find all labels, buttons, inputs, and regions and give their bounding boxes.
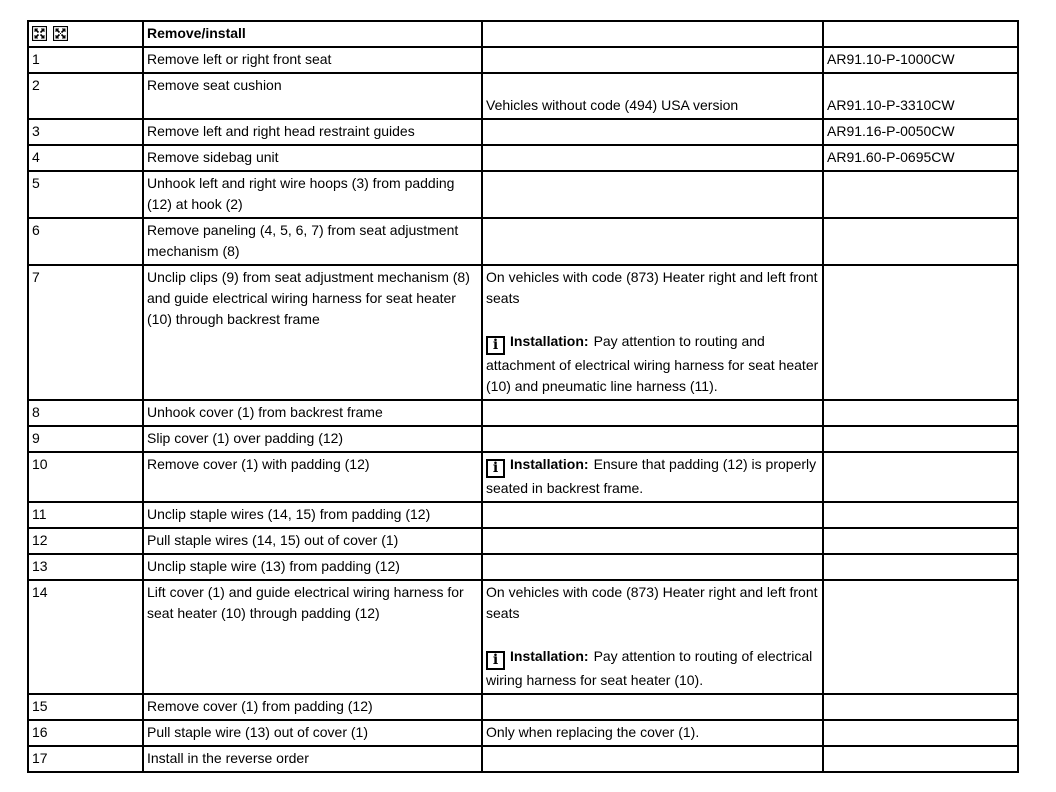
step-number: 13 xyxy=(28,554,143,580)
step-number: 12 xyxy=(28,528,143,554)
step-number: 7 xyxy=(28,265,143,400)
step-text: Remove left or right front seat xyxy=(143,47,482,73)
header-icons-cell xyxy=(28,21,143,47)
step-text: Unclip staple wires (14, 15) from padding (12) xyxy=(143,502,482,528)
step-text: Unhook cover (1) from backrest frame xyxy=(143,400,482,426)
step-note xyxy=(482,171,823,218)
step-text: Lift cover (1) and guide electrical wiring harness for seat heater (10) through padding (12) xyxy=(143,580,482,694)
installation-label: Installation: xyxy=(510,456,589,472)
step-text: Pull staple wire (13) out of cover (1) xyxy=(143,720,482,746)
step-number: 15 xyxy=(28,694,143,720)
step-note xyxy=(482,400,823,426)
installation-note xyxy=(486,454,820,499)
table-row xyxy=(28,694,1018,720)
step-note: Only when replacing the cover (1). xyxy=(482,720,823,746)
procedure-table xyxy=(27,20,1019,773)
table-row xyxy=(28,73,1018,119)
step-ref xyxy=(823,746,1018,772)
step-note xyxy=(482,73,823,119)
step-text: Remove cover (1) from padding (12) xyxy=(143,694,482,720)
step-ref xyxy=(823,502,1018,528)
table-row xyxy=(28,265,1018,400)
note-text: On vehicles with code (873) Heater right and left front seats xyxy=(486,269,818,306)
table-row xyxy=(28,171,1018,218)
table-row xyxy=(28,720,1018,746)
table-row xyxy=(28,554,1018,580)
step-note xyxy=(482,145,823,171)
note-text: On vehicles with code (873) Heater right and left front seats xyxy=(486,584,818,621)
step-text: Pull staple wires (14, 15) out of cover (1) xyxy=(143,528,482,554)
step-ref[interactable] xyxy=(823,119,1018,145)
step-number: 10 xyxy=(28,452,143,502)
info-icon: i xyxy=(486,651,505,670)
step-number: 11 xyxy=(28,502,143,528)
step-ref xyxy=(823,720,1018,746)
procedure-body xyxy=(28,21,1018,772)
reference-link[interactable]: AR91.60-P-0695CW xyxy=(827,149,955,165)
step-text: Unclip staple wire (13) from padding (12) xyxy=(143,554,482,580)
step-note xyxy=(482,528,823,554)
table-row xyxy=(28,426,1018,452)
header-title: Remove/install xyxy=(143,21,482,47)
step-number: 5 xyxy=(28,171,143,218)
step-number: 14 xyxy=(28,580,143,694)
installation-text: Pay attention to routing of electrical wiring harness for seat heater (10). xyxy=(486,648,813,688)
table-row xyxy=(28,580,1018,694)
step-text: Remove left and right head restraint guides xyxy=(143,119,482,145)
table-row xyxy=(28,145,1018,171)
installation-note xyxy=(486,646,820,691)
info-icon: i xyxy=(486,336,505,355)
step-note xyxy=(482,452,823,502)
step-note xyxy=(482,218,823,265)
step-ref xyxy=(823,400,1018,426)
table-row xyxy=(28,400,1018,426)
step-note xyxy=(482,580,823,694)
step-text: Remove seat cushion xyxy=(143,73,482,119)
table-row xyxy=(28,502,1018,528)
reference-link[interactable]: AR91.10-P-3310CW xyxy=(827,97,955,113)
step-ref xyxy=(823,452,1018,502)
note-text: Vehicles without code (494) USA version xyxy=(486,97,739,113)
step-ref[interactable] xyxy=(823,47,1018,73)
step-text: Remove sidebag unit xyxy=(143,145,482,171)
table-row xyxy=(28,452,1018,502)
step-number: 8 xyxy=(28,400,143,426)
installation-text: Ensure that padding (12) is properly seated in backrest frame. xyxy=(486,456,817,496)
table-row xyxy=(28,47,1018,73)
step-ref xyxy=(823,171,1018,218)
step-note xyxy=(482,746,823,772)
installation-label: Installation: xyxy=(510,648,589,664)
step-note xyxy=(482,119,823,145)
step-text: Install in the reverse order xyxy=(143,746,482,772)
step-ref[interactable] xyxy=(823,145,1018,171)
step-note xyxy=(482,502,823,528)
reference-link[interactable]: AR91.10-P-1000CW xyxy=(827,51,955,67)
reference-link[interactable]: AR91.16-P-0050CW xyxy=(827,123,955,139)
info-icon: i xyxy=(486,459,505,478)
step-ref xyxy=(823,265,1018,400)
step-text: Remove cover (1) with padding (12) xyxy=(143,452,482,502)
step-note xyxy=(482,265,823,400)
step-note xyxy=(482,694,823,720)
step-number: 16 xyxy=(28,720,143,746)
step-note xyxy=(482,47,823,73)
step-text: Slip cover (1) over padding (12) xyxy=(143,426,482,452)
step-number: 2 xyxy=(28,73,143,119)
installation-note xyxy=(486,331,820,397)
step-number: 4 xyxy=(28,145,143,171)
table-row xyxy=(28,746,1018,772)
step-note xyxy=(482,426,823,452)
table-row xyxy=(28,528,1018,554)
step-ref xyxy=(823,694,1018,720)
step-ref xyxy=(823,528,1018,554)
header-ref-cell xyxy=(823,21,1018,47)
table-row xyxy=(28,119,1018,145)
step-ref[interactable] xyxy=(823,73,1018,119)
installation-text: Pay attention to routing and attachment of electrical wiring harness for seat heater (10) and pneumatic line harness (11). xyxy=(486,333,819,394)
installation-label: Installation: xyxy=(510,333,589,349)
step-number: 1 xyxy=(28,47,143,73)
step-text: Unclip clips (9) from seat adjustment mechanism (8) and guide electrical wiring harness for seat heater (10) through backrest frame xyxy=(143,265,482,400)
step-number: 17 xyxy=(28,746,143,772)
step-note xyxy=(482,554,823,580)
step-text: Remove paneling (4, 5, 6, 7) from seat adjustment mechanism (8) xyxy=(143,218,482,265)
header-note-cell xyxy=(482,21,823,47)
step-number: 6 xyxy=(28,218,143,265)
step-ref xyxy=(823,426,1018,452)
table-row xyxy=(28,218,1018,265)
step-text: Unhook left and right wire hoops (3) from padding (12) at hook (2) xyxy=(143,171,482,218)
step-ref xyxy=(823,580,1018,694)
step-ref xyxy=(823,554,1018,580)
header-row xyxy=(28,21,1018,47)
step-number: 3 xyxy=(28,119,143,145)
step-ref xyxy=(823,218,1018,265)
expand-arrows-icon xyxy=(53,26,68,41)
step-number: 9 xyxy=(28,426,143,452)
move-arrows-icon xyxy=(32,26,47,41)
